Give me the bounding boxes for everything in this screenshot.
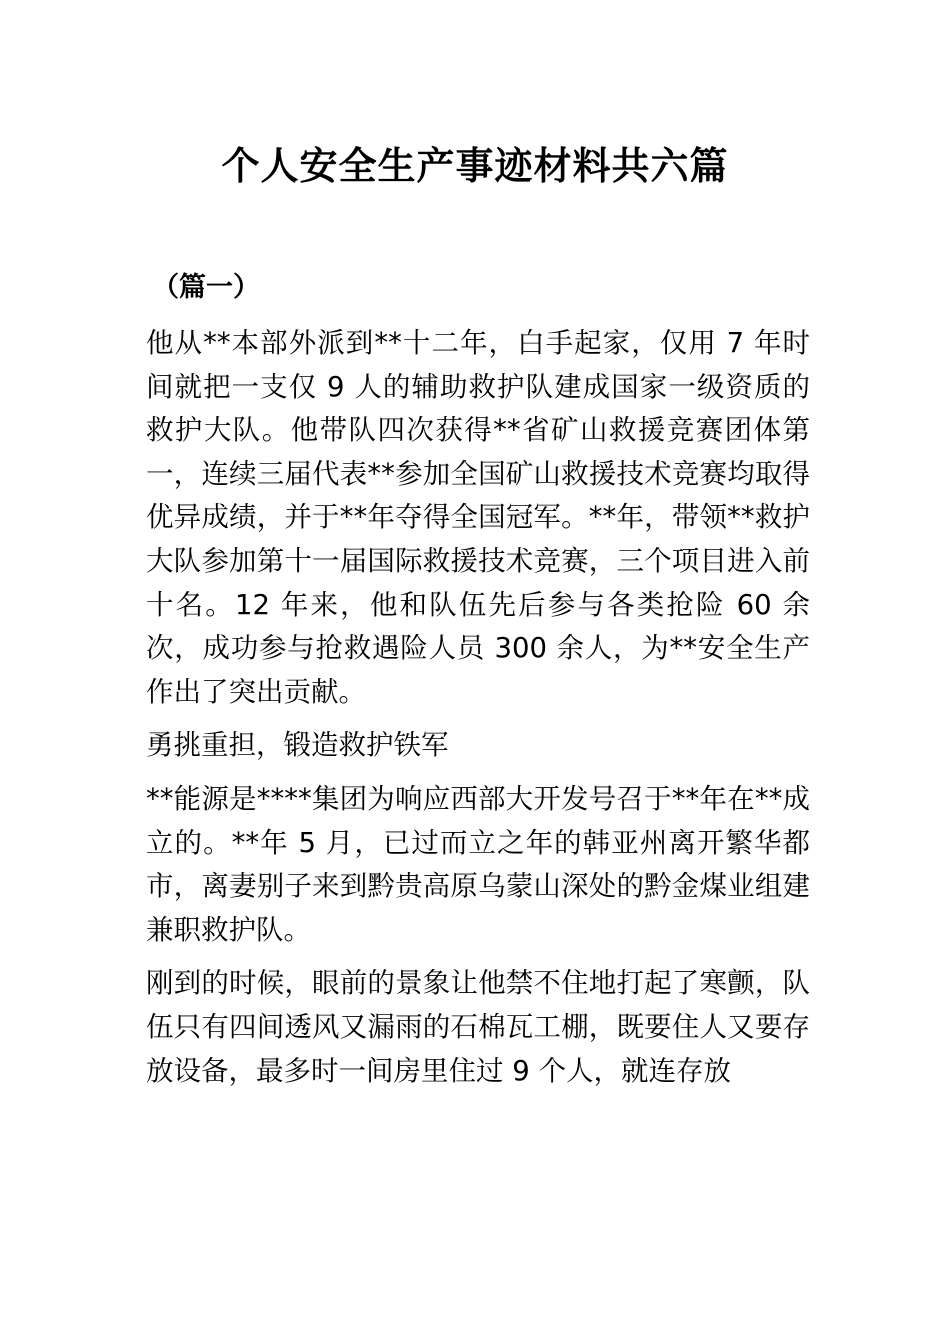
document-body [146, 322, 810, 1103]
paragraph-intro: 他从**本部外派到**十二年，白手起家，仅用 7 年时间就把一支仅 9 人的辅助救护队建成国家一级资质的救护大队。他带队四次获得**省矿山救援竞赛团体第一，连续三届代表**参加全国矿山救援技术竞赛均取得优异成绩，并于**年夺得全国冠军。**年，带领**救护大队参加第十一届国际救援技术竞赛，三个项目进入前十名。12 年来，他和队伍先后参与各类抢险 60 余次，成功参与抢救遇险人员 300 余人，为**安全生产作出了突出贡献。 [146, 327, 810, 708]
document-title: 个人安全生产事迹材料共六篇 [221, 144, 729, 188]
paragraph-arrival: 刚到的时候，眼前的景象让他禁不住地打起了寒颤，队伍只有四间透风又漏雨的石棉瓦工棚，既要住人又要存放设备，最多时一间房里住过 9 个人，就连存放 [146, 967, 810, 1087]
paragraph-subheading: 勇挑重担，锻造救护铁军 [146, 729, 449, 762]
paragraph-background: **能源是****集团为响应西部大开发号召于**年在**成立的。**年 5 月，已过而立之年的韩亚州离开繁华都市，离妻别子来到黔贵高原乌蒙山深处的黔金煤业组建兼职救护队。 [146, 782, 810, 946]
section-heading: （篇一） [152, 272, 260, 303]
